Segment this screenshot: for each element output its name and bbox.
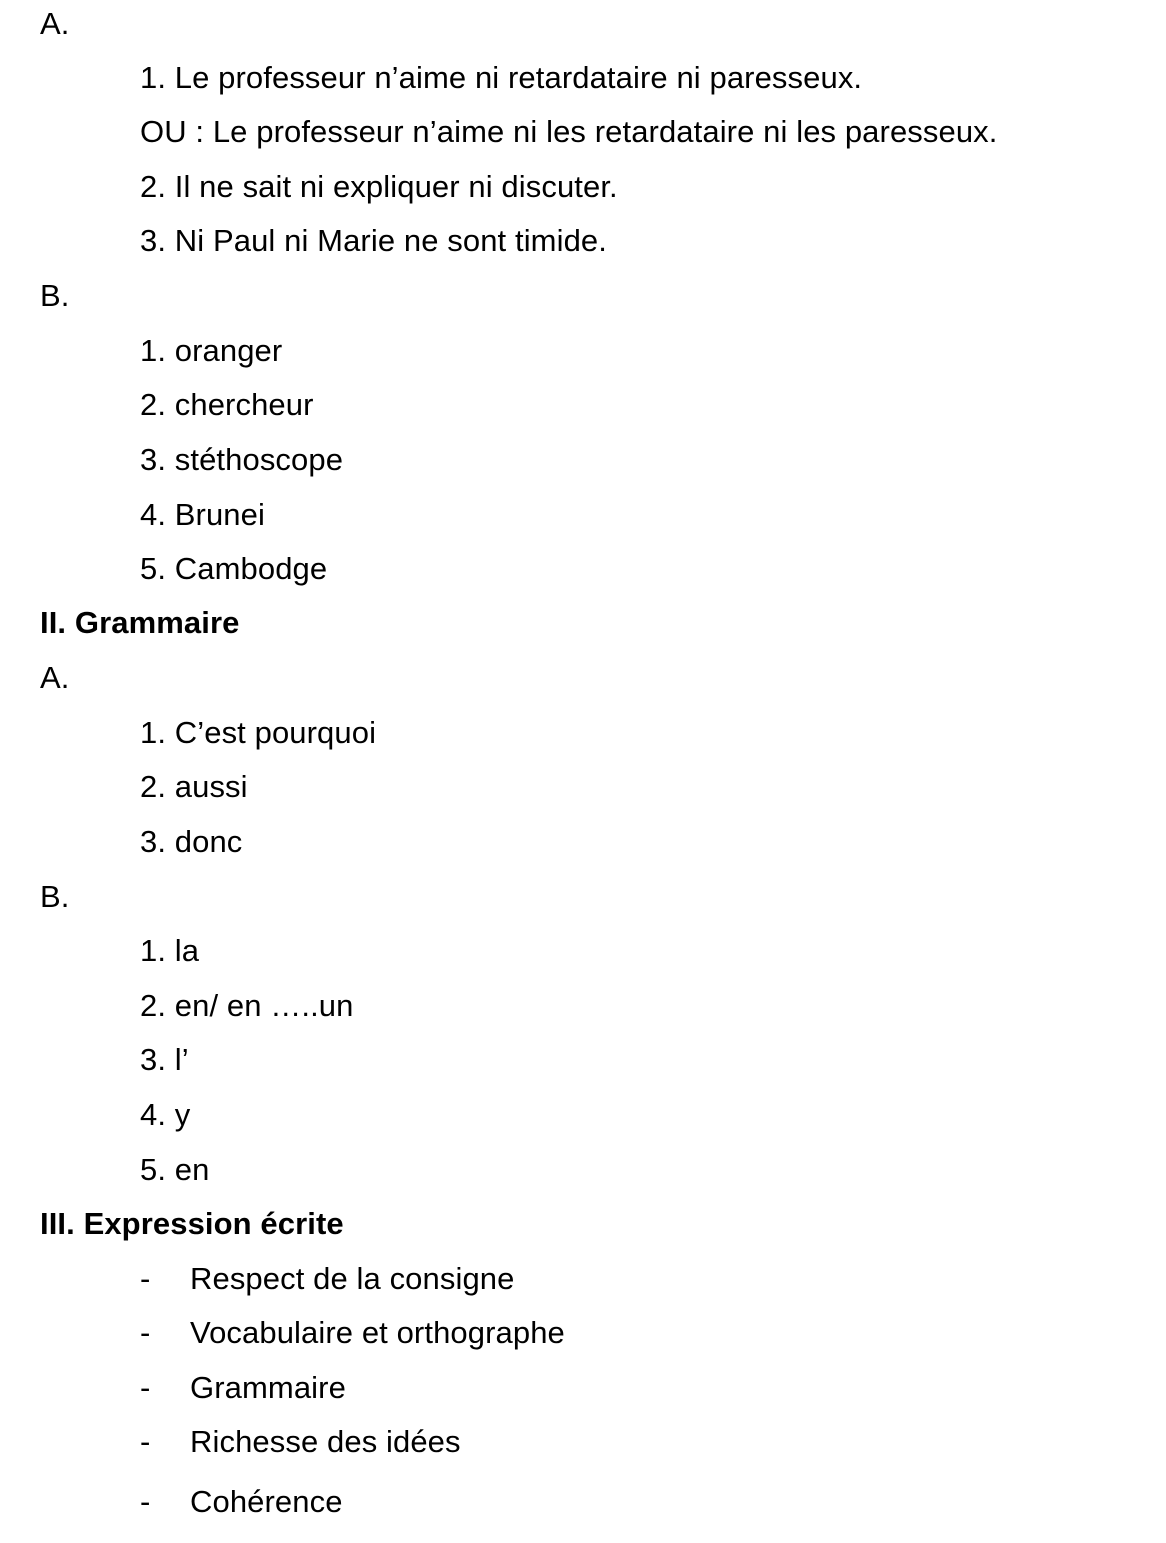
answer-item: 3. l’ (140, 1042, 189, 1077)
answer-item: 3. donc (140, 824, 243, 859)
answer-item: 2. chercheur (140, 387, 314, 422)
answer-item: 1. la (140, 933, 200, 968)
criteria-item (140, 1422, 461, 1462)
subsection-label-a: A. (40, 6, 70, 41)
section-heading-expression-ecrite: III. Expression écrite (40, 1206, 344, 1241)
criteria-text: Respect de la consigne (190, 1261, 515, 1296)
answer-item: 4. y (140, 1097, 191, 1132)
answer-item: 1. C’est pourquoi (140, 715, 377, 750)
criteria-text: Vocabulaire et orthographe (190, 1315, 565, 1350)
answer-item: 4. Brunei (140, 497, 265, 532)
answer-item: 2. Il ne sait ni expliquer ni discuter. (140, 169, 618, 204)
dash-bullet: - (140, 1261, 151, 1296)
dash-bullet: - (140, 1424, 151, 1459)
dash-bullet: - (140, 1370, 151, 1405)
dash-bullet: - (140, 1484, 151, 1519)
criteria-item (140, 1482, 343, 1522)
answer-item: 1. oranger (140, 333, 283, 368)
criteria-text: Cohérence (190, 1484, 343, 1519)
answer-item: OU : Le professeur n’aime ni les retardataire ni les paresseux. (140, 114, 998, 149)
criteria-text: Richesse des idées (190, 1424, 461, 1459)
subsection-label-b: B. (40, 278, 70, 313)
subsection-label-a: A. (40, 660, 70, 695)
answer-item: 3. Ni Paul ni Marie ne sont timide. (140, 223, 607, 258)
answer-item: 2. aussi (140, 769, 248, 804)
criteria-item (140, 1368, 346, 1408)
answer-item: 1. Le professeur n’aime ni retardataire ni paresseux. (140, 60, 863, 95)
subsection-label-b: B. (40, 879, 70, 914)
answer-item: 5. en (140, 1152, 210, 1187)
criteria-item (140, 1259, 514, 1299)
criteria-item (140, 1313, 565, 1353)
dash-bullet: - (140, 1315, 151, 1350)
section-heading-grammaire: II. Grammaire (40, 605, 240, 640)
answer-item: 3. stéthoscope (140, 442, 344, 477)
criteria-text: Grammaire (190, 1370, 346, 1405)
answer-item: 5. Cambodge (140, 551, 328, 586)
answer-item: 2. en/ en …..un (140, 988, 354, 1023)
